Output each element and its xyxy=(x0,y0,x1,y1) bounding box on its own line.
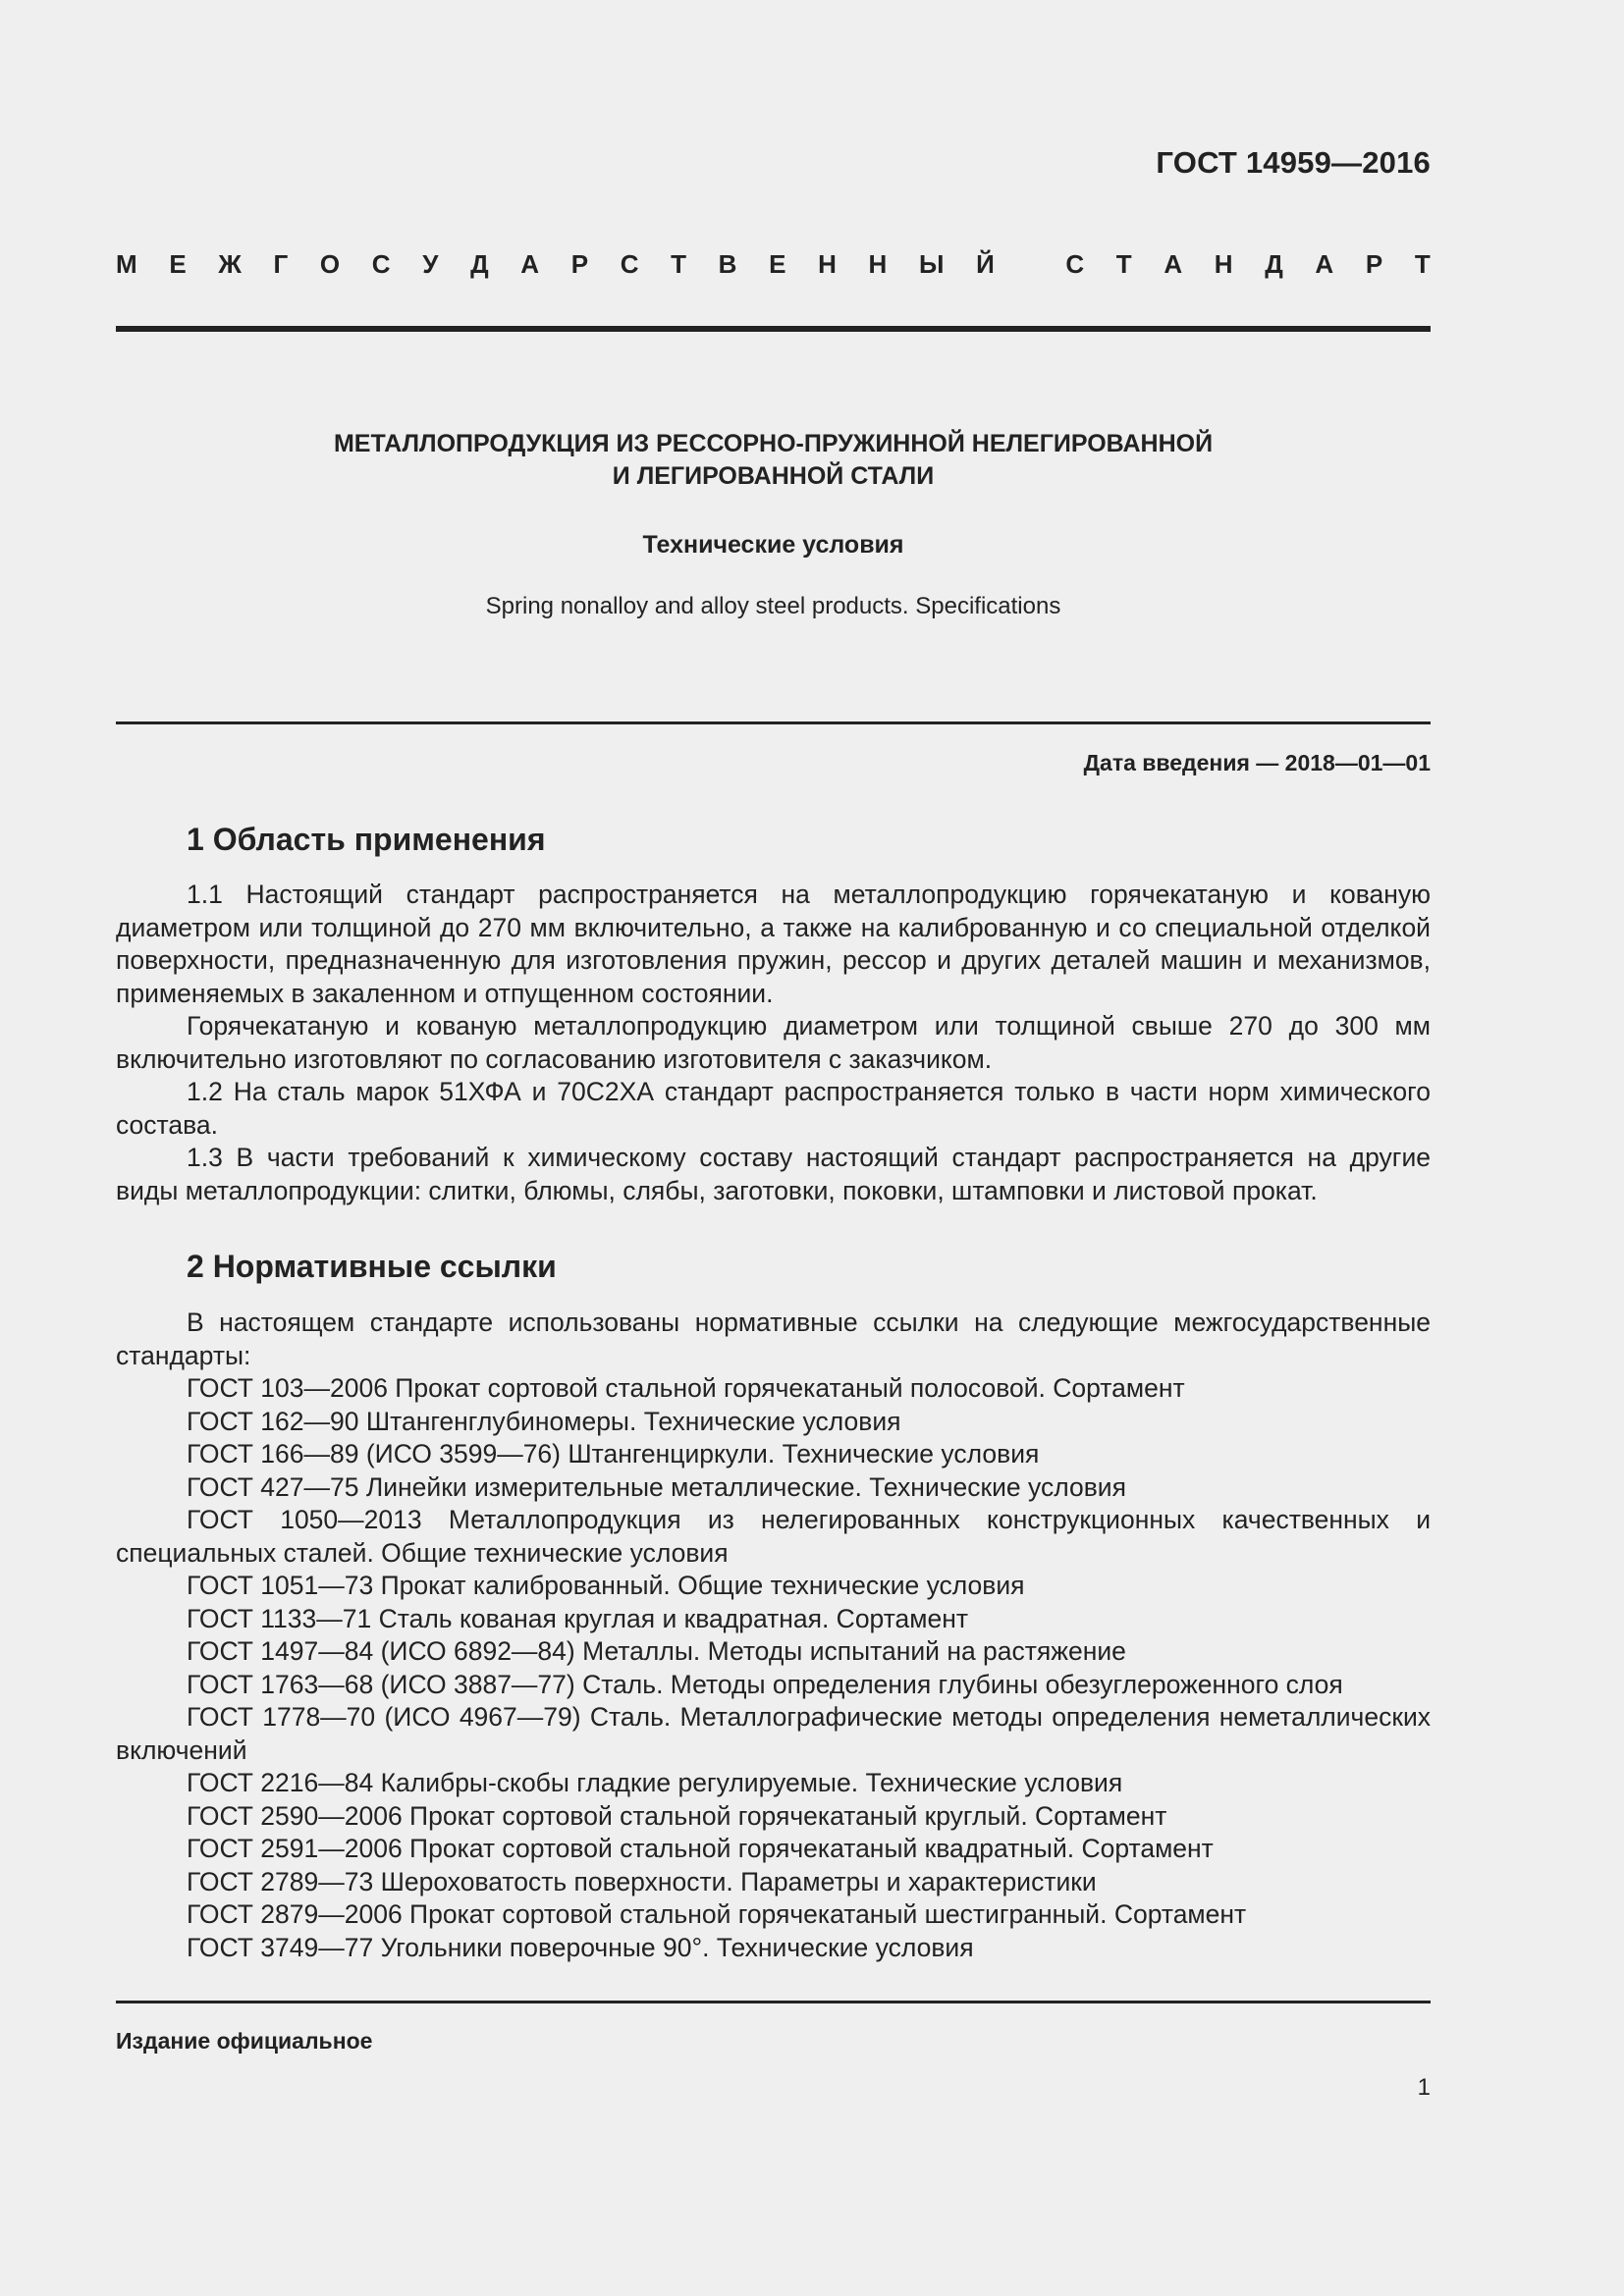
section-1-body xyxy=(116,879,1431,1207)
reference-item: ГОСТ 1050—2013 Металлопродукция из нелегированных конструкционных качественных и специальных сталей. Общие технические условия xyxy=(116,1505,1431,1568)
reference-item: ГОСТ 2590—2006 Прокат сортовой стальной горячекатаный круглый. Сортамент xyxy=(187,1800,1167,1831)
introduction-date: Дата введения — 2018—01—01 xyxy=(1083,750,1431,775)
reference-item: ГОСТ 3749—77 Угольники поверочные 90°. Технические условия xyxy=(187,1932,974,1962)
section-2-body xyxy=(116,1307,1431,1964)
banner-letter: Ж xyxy=(218,249,242,279)
reference-item: ГОСТ 166—89 (ИСО 3599—76) Штангенциркули. Технические условия xyxy=(187,1439,1040,1468)
banner-letter: Г xyxy=(273,249,289,279)
banner-letter: Е xyxy=(169,249,187,279)
interstate-standard-banner xyxy=(116,249,1431,280)
reference-item: ГОСТ 2879—2006 Прокат сортовой стальной горячекатаный шестигранный. Сортамент xyxy=(187,1899,1247,1929)
banner-letter: Т xyxy=(671,249,687,279)
header-rule xyxy=(116,326,1431,332)
banner-letter: Д xyxy=(1265,249,1283,279)
banner-letter: А xyxy=(1315,249,1334,279)
paragraph-1-3: 1.3 В части требований к химическому составу настоящий стандарт распространяется на другие виды металлопродукции: слитки, блюмы, слябы, заготовки, поковки, штамповки и листовой прокат. xyxy=(116,1143,1431,1205)
banner-letter: Н xyxy=(818,249,837,279)
banner-letter: О xyxy=(319,249,341,279)
banner-letter: С xyxy=(620,249,639,279)
banner-letter: Е xyxy=(769,249,786,279)
standard-number: ГОСТ 14959—2016 xyxy=(1156,145,1431,180)
references-list xyxy=(116,1372,1431,1964)
title-rule xyxy=(116,721,1431,724)
reference-item: ГОСТ 1763—68 (ИСО 3887—77) Сталь. Методы определения глубины обезуглероженного слоя xyxy=(187,1669,1343,1699)
banner-letter: М xyxy=(116,249,137,279)
document-page xyxy=(116,0,1431,2296)
banner-letter: Р xyxy=(1365,249,1383,279)
reference-item: ГОСТ 1778—70 (ИСО 4967—79) Сталь. Металлографические методы определения неметаллических включений xyxy=(116,1702,1431,1765)
reference-item: ГОСТ 1051—73 Прокат калиброванный. Общие технические условия xyxy=(187,1571,1025,1600)
banner-gap xyxy=(1026,249,1033,280)
section-2-heading: 2 Нормативные ссылки xyxy=(187,1249,557,1284)
paragraph-1-1: 1.1 Настоящий стандарт распространяется на металлопродукцию горячекатаную и кованую диаметром или толщиной до 270 мм включительно, а также на калиброванную и со специальной отделкой поверхности, предназначенную для изготовления пружин, рессор и других деталей машин и механизмов, применяемых в закаленном и отпущенном состоянии. xyxy=(116,880,1431,1008)
paragraph-1-1-cont: Горячекатаную и кованую металлопродукцию диаметром или толщиной свыше 270 до 300 мм включительно изготовляют по согласованию изготовителя с заказчиком. xyxy=(116,1011,1431,1074)
banner-letter: Ы xyxy=(918,249,945,279)
reference-item: ГОСТ 162—90 Штангенглубиномеры. Технические условия xyxy=(187,1406,901,1436)
banner-letter: С xyxy=(371,249,391,279)
banner-letter: А xyxy=(1164,249,1183,279)
banner-letter: Д xyxy=(470,249,489,279)
title-line-1: МЕТАЛЛОПРОДУКЦИЯ ИЗ РЕССОРНО-ПРУЖИННОЙ НЕЛЕГИРОВАННОЙ xyxy=(333,430,1214,457)
reference-item: ГОСТ 2216—84 Калибры-скобы гладкие регулируемые. Технические условия xyxy=(187,1768,1123,1797)
references-intro: В настоящем стандарте использованы нормативные ссылки на следующие межгосударственные стандарты: xyxy=(116,1308,1431,1370)
banner-letter: Т xyxy=(1115,249,1132,279)
section-1-heading: 1 Область применения xyxy=(187,822,546,857)
banner-letter: С xyxy=(1065,249,1085,279)
banner-letter: Т xyxy=(1414,249,1431,279)
banner-letter: Й xyxy=(976,249,995,279)
document-title xyxy=(116,428,1431,493)
reference-item: ГОСТ 427—75 Линейки измерительные металлические. Технические условия xyxy=(187,1471,1126,1502)
banner-letter: В xyxy=(718,249,737,279)
reference-item: ГОСТ 2789—73 Шероховатость поверхности. Параметры и характеристики xyxy=(187,1866,1097,1896)
banner-letter: А xyxy=(520,249,540,279)
page-number: 1 xyxy=(1417,2074,1431,2101)
reference-item: ГОСТ 103—2006 Прокат сортовой стальной горячекатаный полосовой. Сортамент xyxy=(187,1373,1185,1403)
official-edition-label: Издание официальное xyxy=(116,2028,373,2054)
paragraph-1-2: 1.2 На сталь марок 51ХФА и 70С2ХА стандарт распространяется только в части норм химического состава. xyxy=(116,1077,1431,1140)
banner-letter: Н xyxy=(1214,249,1233,279)
reference-item: ГОСТ 1497—84 (ИСО 6892—84) Металлы. Методы испытаний на растяжение xyxy=(187,1636,1126,1666)
reference-item: ГОСТ 2591—2006 Прокат сортовой стальной горячекатаный квадратный. Сортамент xyxy=(187,1834,1214,1863)
banner-letter: Н xyxy=(868,249,888,279)
footer-rule xyxy=(116,2001,1431,2003)
english-title: Spring nonalloy and alloy steel products. Specifications xyxy=(485,593,1061,619)
banner-letter: Р xyxy=(570,249,589,279)
banner-letter: У xyxy=(422,249,439,279)
title-line-2: И ЛЕГИРОВАННОЙ СТАЛИ xyxy=(612,462,935,490)
reference-item: ГОСТ 1133—71 Сталь кованая круглая и квадратная. Сортамент xyxy=(187,1603,969,1633)
document-subtitle: Технические условия xyxy=(642,531,904,559)
